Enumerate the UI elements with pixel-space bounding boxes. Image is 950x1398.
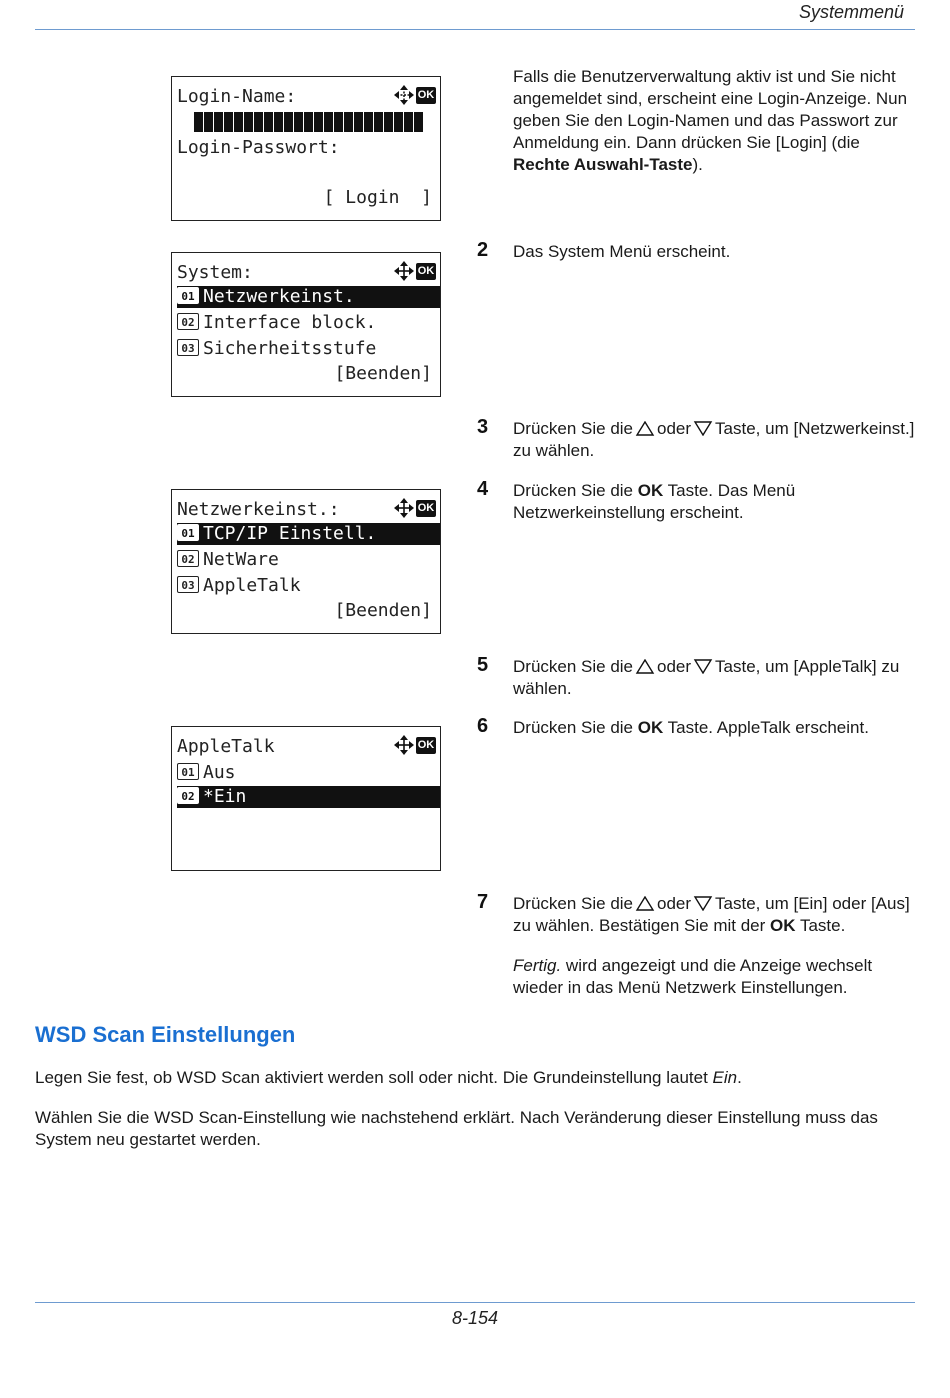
footer-rule (35, 1302, 915, 1303)
network-item-3[interactable]: 03 AppleTalk (177, 575, 440, 597)
step-7-note: Fertig. wird angezeigt und die Anzeige wechselt wieder in das Menü Netzwerk Einstellungen. (513, 956, 873, 997)
login-softkey[interactable]: [ Login ] (323, 187, 432, 208)
step-3-number: 3 (477, 416, 489, 438)
header-rule (35, 29, 915, 30)
ok-icon: OK (416, 737, 436, 754)
appletalk-item-aus[interactable]: 01 Aus (177, 762, 440, 784)
step-4-text: Drücken Sie die OK Taste. Das Menü Netzwerkeinstellung erscheint. (513, 481, 796, 522)
four-way-arrow-icon (394, 261, 414, 281)
login-name-label: Login-Name: (177, 86, 297, 107)
four-way-arrow-icon (394, 85, 414, 105)
section-paragraph-1: Legen Sie fest, ob WSD Scan aktiviert werden soll oder nicht. Die Grundeinstellung lautet Ein. (35, 1068, 742, 1087)
ok-icon: OK (416, 87, 436, 104)
section-paragraph-2: Wählen Sie die WSD Scan-Einstellung wie nachstehend erklärt. Nach Veränderung dieser Einstellung muss das System neu gestartet werden. (35, 1108, 878, 1149)
item-number-badge: 03 (177, 339, 199, 356)
item-number-badge: 02 (177, 550, 199, 567)
page-header-title: Systemmenü (798, 2, 904, 22)
intro-paragraph: Falls die Benutzerverwaltung aktiv ist und Sie nicht angemeldet sind, erscheint eine Login-Anzeige. Nun geben Sie den Login-Namen und das Passwort zur Anmeldung ein. Dann drücken Sie [Login] (die Rechte Auswahl-Taste). (513, 67, 908, 174)
item-number-badge: 03 (177, 576, 199, 593)
network-item-1[interactable]: 01 TCP/IP Einstell. (177, 523, 440, 545)
up-triangle-icon (635, 421, 655, 436)
lcd-appletalk-panel (171, 726, 441, 871)
four-way-arrow-icon (394, 735, 414, 755)
appletalk-item-ein[interactable]: 02 *Ein (177, 786, 440, 808)
system-item-1[interactable]: 01 Netzwerkeinst. (177, 286, 440, 308)
network-title: Netzwerkeinst.: (177, 499, 340, 520)
login-password-label: Login-Passwort: (177, 137, 340, 158)
network-softkey[interactable]: [Beenden] (334, 600, 432, 621)
step-4-number: 4 (477, 478, 489, 500)
down-triangle-icon (693, 896, 713, 911)
login-nav-icons (394, 85, 436, 105)
step-6-text: Drücken Sie die OK Taste. AppleTalk erscheint. (513, 718, 869, 737)
up-triangle-icon (635, 896, 655, 911)
item-number-badge: 01 (177, 524, 199, 541)
lcd-login-panel (171, 76, 441, 221)
page-number: 8-154 (451, 1308, 499, 1328)
item-number-badge: 01 (177, 763, 199, 780)
step-3-text: Drücken Sie die oder Taste, um [Netzwerkeinst.] zu wählen. (513, 419, 915, 460)
down-triangle-icon (693, 421, 713, 436)
ok-icon: OK (416, 263, 436, 280)
step-2-number: 2 (477, 239, 489, 261)
item-number-badge: 02 (177, 313, 199, 330)
step-2-text: Das System Menü erscheint. (513, 242, 731, 261)
network-item-2[interactable]: 02 NetWare (177, 549, 440, 571)
network-nav-icons (394, 498, 436, 518)
step-7-text: Drücken Sie die oder Taste, um [Ein] oder [Aus] zu wählen. Bestätigen Sie mit der OK Taste. (513, 894, 910, 935)
lcd-system-panel (171, 252, 441, 397)
system-item-2[interactable]: 02 Interface block. (177, 312, 440, 334)
four-way-arrow-icon (394, 498, 414, 518)
lcd-network-panel (171, 489, 441, 634)
system-item-3[interactable]: 03 Sicherheitsstufe (177, 338, 440, 360)
section-title-wsd-scan: WSD Scan Einstellungen (35, 1022, 296, 1047)
system-nav-icons (394, 261, 436, 281)
step-7-number: 7 (477, 891, 489, 913)
appletalk-nav-icons (394, 735, 436, 755)
step-6-number: 6 (477, 715, 489, 737)
right-select-key-label: Rechte Auswahl-Taste (513, 155, 693, 174)
down-triangle-icon (693, 659, 713, 674)
item-number-badge: 01 (177, 287, 199, 304)
step-5-text: Drücken Sie die oder Taste, um [AppleTalk] zu wählen. (513, 657, 900, 698)
system-title: System: (177, 262, 253, 283)
up-triangle-icon (635, 659, 655, 674)
appletalk-title: AppleTalk (177, 736, 275, 757)
login-name-input[interactable] (194, 112, 424, 132)
ok-icon: OK (416, 500, 436, 517)
step-5-number: 5 (477, 654, 489, 676)
item-number-badge: 02 (177, 787, 199, 804)
system-softkey[interactable]: [Beenden] (334, 363, 432, 384)
